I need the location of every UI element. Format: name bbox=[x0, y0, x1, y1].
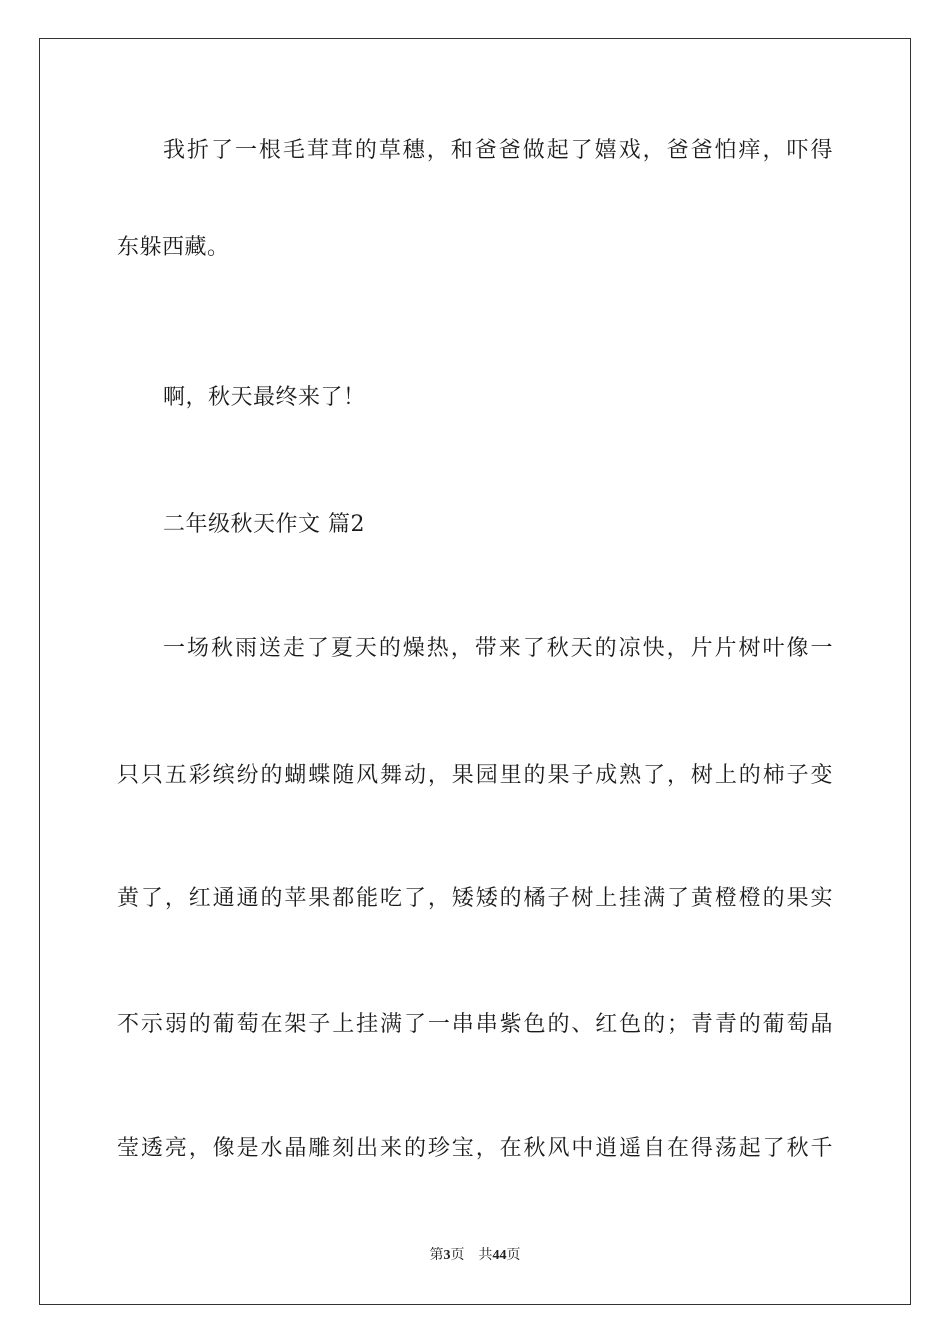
total-prefix: 共 bbox=[478, 1248, 493, 1263]
paragraph-line-8: 不示弱的葡萄在架子上挂满了一串串紫色的、红色的；青青的葡萄晶 bbox=[117, 1012, 833, 1037]
page-number: 3 bbox=[443, 1248, 451, 1263]
section-heading: 二年级秋天作文 篇2 bbox=[163, 512, 365, 537]
page-suffix: 页 bbox=[450, 1248, 465, 1263]
paragraph-line-2: 东躲西藏。 bbox=[117, 235, 230, 260]
total-pages: 44 bbox=[492, 1248, 507, 1263]
total-suffix: 页 bbox=[506, 1248, 521, 1263]
paragraph-line-5: 一场秋雨送走了夏天的燥热，带来了秋天的凉快，片片树叶像一 bbox=[163, 636, 833, 661]
paragraph-line-1: 我折了一根毛茸茸的草穗，和爸爸做起了嬉戏，爸爸怕痒，吓得 bbox=[163, 138, 833, 163]
page-footer bbox=[0, 1246, 950, 1266]
paragraph-line-6: 只只五彩缤纷的蝴蝶随风舞动，果园里的果子成熟了，树上的柿子变 bbox=[117, 763, 833, 788]
paragraph-line-3: 啊，秋天最终来了！ bbox=[163, 385, 366, 410]
page-frame bbox=[39, 38, 911, 1305]
page-prefix: 第 bbox=[429, 1248, 444, 1263]
paragraph-line-9: 莹透亮，像是水晶雕刻出来的珍宝，在秋风中逍遥自在得荡起了秋千 bbox=[117, 1136, 833, 1161]
paragraph-line-7: 黄了，红通通的苹果都能吃了，矮矮的橘子树上挂满了黄橙橙的果实 bbox=[117, 886, 833, 911]
